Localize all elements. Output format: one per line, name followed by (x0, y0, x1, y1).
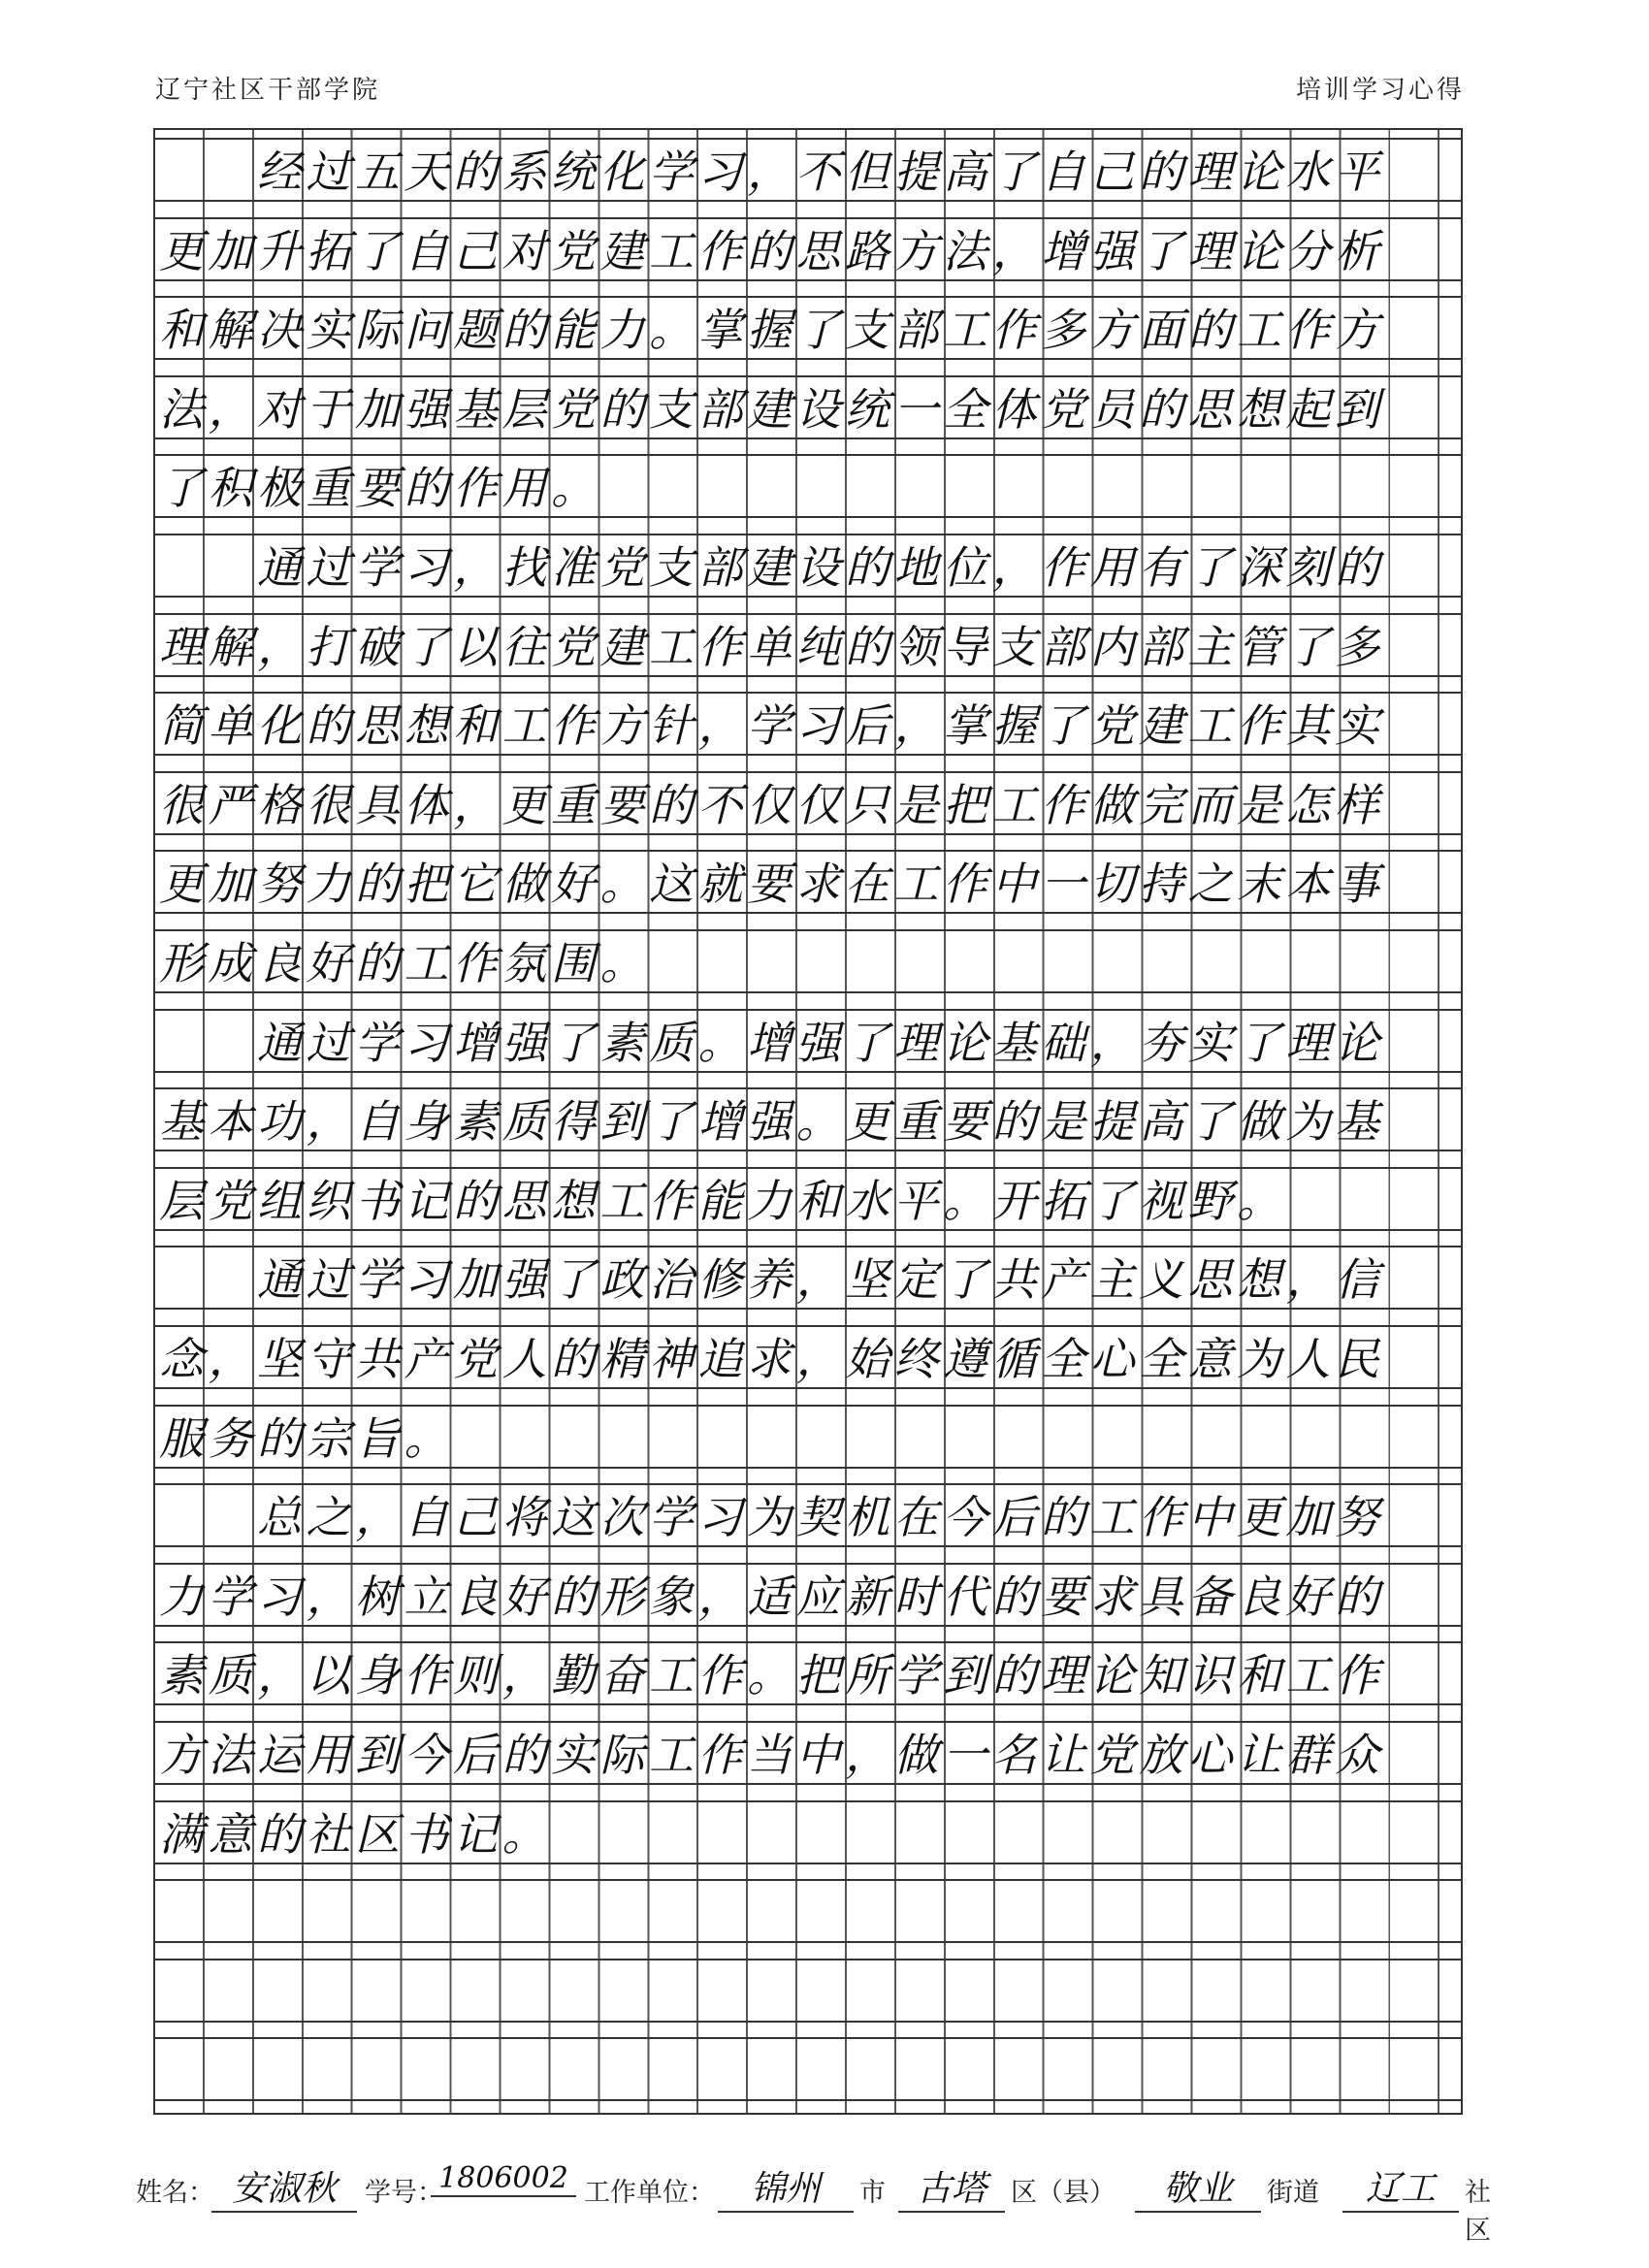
handwritten-line: 了积极重要的作用。 (159, 462, 600, 515)
id-label: 学号： (365, 2178, 443, 2208)
city-value: 锦州 (718, 2161, 854, 2213)
writing-row (155, 1246, 1461, 1310)
handwritten-line: 经过五天的系统化学习，不但提高了自己的理论水平 (159, 146, 1384, 198)
institution-name: 辽宁社区干部学院 (155, 76, 381, 105)
writing-row (155, 1563, 1461, 1627)
document-type: 培训学习心得 (1295, 76, 1465, 105)
handwritten-line: 方法运用到今后的实际工作当中，做一名让党放心让群众 (159, 1729, 1384, 1781)
handwritten-line: 念，坚守共产党人的精神追求，始终遵循全心全意为人民 (159, 1333, 1384, 1385)
page-header (155, 70, 1465, 109)
writing-row (155, 692, 1461, 756)
street-label: 街道 (1267, 2178, 1319, 2208)
city-label: 市 (859, 2178, 886, 2208)
handwritten-line: 满意的社区书记。 (159, 1807, 551, 1861)
handwritten-line: 和解决实际问题的能力。掌握了支部工作多方面的工作方 (159, 304, 1384, 357)
writing-row (155, 1167, 1461, 1231)
handwritten-line: 简单化的思想和工作方针，学习后，掌握了党建工作其实 (159, 699, 1384, 753)
name-value: 安淑秋 (211, 2161, 357, 2213)
handwritten-line: 法，对于加强基层党的支部建设统一全体党员的思想起到 (159, 382, 1384, 436)
writing-row (155, 375, 1461, 439)
student-info-footer (136, 2161, 1494, 2246)
writing-row (155, 929, 1461, 993)
street-value: 敬业 (1135, 2161, 1261, 2213)
writing-row (155, 296, 1461, 360)
writing-row (155, 1959, 1461, 2023)
handwritten-line: 力学习，树立良好的形象，适应新时代的要求具备良好的 (159, 1570, 1384, 1623)
writing-row (155, 1641, 1461, 1705)
writing-row (155, 1405, 1461, 1469)
handwritten-line: 更加升拓了自己对党建工作的思路方法，增强了理论分析 (159, 224, 1384, 277)
name-label: 姓名： (136, 2178, 214, 2208)
handwritten-line: 素质，以身作则，勤奋工作。把所学到的理论知识和工作 (159, 1649, 1384, 1702)
writing-row (155, 217, 1461, 281)
writing-row (155, 2037, 1461, 2101)
writing-row (155, 850, 1461, 914)
handwritten-line: 更加努力的把它做好。这就要求在工作中一切持之末本事 (159, 858, 1384, 911)
handwritten-line: 形成良好的工作氛围。 (159, 937, 649, 989)
unit-label: 工作单位： (584, 2178, 715, 2208)
id-value: 1806002 (431, 2161, 576, 2197)
writing-row (155, 771, 1461, 835)
writing-row (155, 1325, 1461, 1389)
district-value: 古塔 (898, 2161, 1005, 2213)
writing-row (155, 454, 1461, 518)
writing-row (155, 1879, 1461, 1943)
grid-paper (153, 128, 1463, 2115)
writing-row (155, 534, 1461, 598)
community-value: 辽工 (1342, 2161, 1459, 2213)
handwritten-line: 服务的宗旨。 (159, 1411, 453, 1465)
writing-row (155, 1087, 1461, 1151)
handwritten-line: 很严格很具体，更重要的不仅仅只是把工作做完而是怎样 (159, 778, 1384, 831)
writing-row (155, 1721, 1461, 1785)
handwritten-line: 总之，自己将这次学习为契机在今后的工作中更加努 (159, 1491, 1384, 1544)
handwritten-line: 通过学习增强了素质。增强了理论基础，夯实了理论 (159, 1016, 1384, 1069)
handwritten-line: 理解，打破了以往党建工作单纯的领导支部内部主管了多 (159, 620, 1384, 673)
writing-row (155, 138, 1461, 202)
handwritten-line: 基本功，自身素质得到了增强。更重要的是提高了做为基 (159, 1095, 1384, 1149)
writing-row (155, 613, 1461, 677)
writing-row (155, 1800, 1461, 1864)
district-label: 区（县） (1011, 2178, 1116, 2208)
writing-row (155, 1483, 1461, 1547)
community-label: 社区 (1465, 2178, 1491, 2246)
handwritten-line: 通过学习加强了政治修养，坚定了共产主义思想，信 (159, 1253, 1384, 1307)
handwritten-line: 层党组织书记的思想工作能力和水平。开拓了视野。 (159, 1174, 1286, 1227)
writing-row (155, 1009, 1461, 1073)
handwritten-line: 通过学习，找准党支部建设的地位，作用有了深刻的 (159, 541, 1384, 594)
